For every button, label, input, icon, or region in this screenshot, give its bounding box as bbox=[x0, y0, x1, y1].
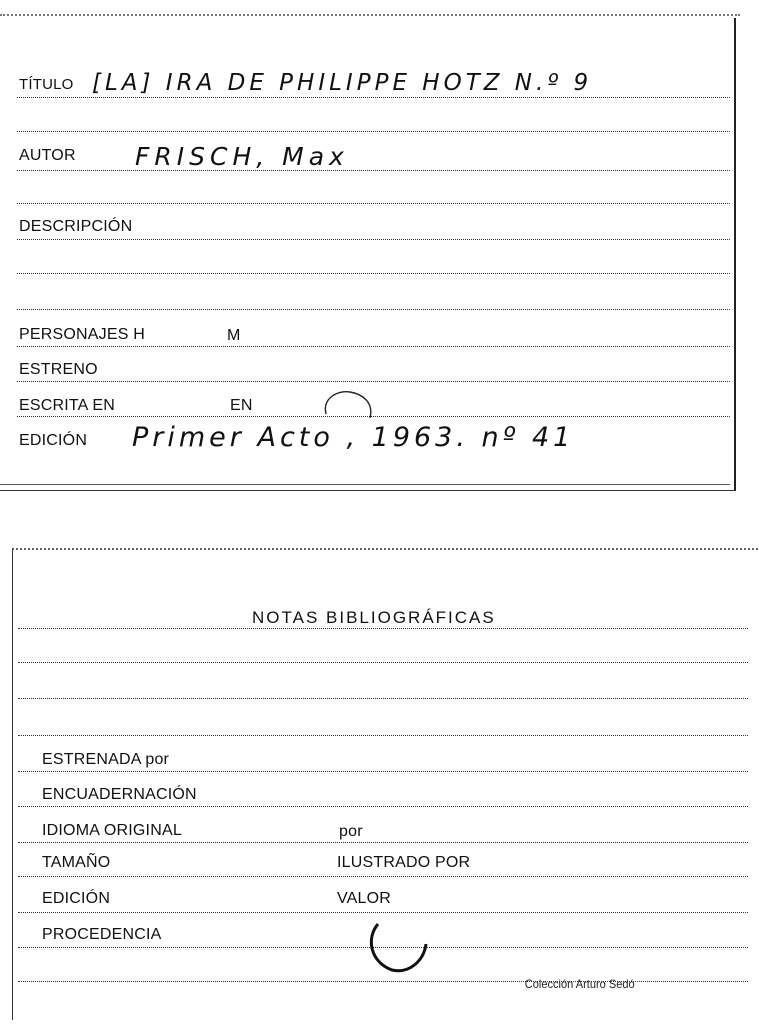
card-bottom-rule bbox=[0, 484, 730, 485]
estrenada-label: ESTRENADA por bbox=[42, 751, 170, 768]
procedencia-label: PROCEDENCIA bbox=[42, 926, 162, 943]
rule-line bbox=[18, 628, 748, 629]
card-top-edge bbox=[0, 14, 740, 16]
personajes-label: PERSONAJES H bbox=[19, 326, 145, 343]
catalog-card-back bbox=[0, 540, 759, 1028]
autor-label: AUTOR bbox=[19, 147, 76, 164]
rule-line bbox=[17, 97, 730, 98]
rule-line bbox=[17, 203, 730, 204]
coleccion-stamp: Colección Arturo Sedó bbox=[524, 977, 635, 991]
descripcion-label: DESCRIPCIÓN bbox=[19, 218, 133, 235]
rule-line bbox=[17, 381, 730, 382]
titulo-label: TÍTULO bbox=[19, 76, 74, 93]
escrita-en2-label: EN bbox=[230, 397, 253, 414]
tamano-label: TAMAÑO bbox=[42, 854, 111, 871]
rule-line bbox=[18, 698, 748, 699]
idioma-label: IDIOMA ORIGINAL bbox=[42, 822, 182, 839]
rule-line bbox=[17, 346, 730, 347]
edicion-label: EDICIÓN bbox=[19, 432, 88, 449]
autor-value: FRISCH, Max bbox=[135, 142, 349, 171]
rule-line bbox=[17, 309, 730, 310]
edicion-value: Primer Acto , 1963. nº 41 bbox=[132, 422, 575, 453]
idioma-por-label: por bbox=[339, 823, 363, 840]
valor-label: VALOR bbox=[337, 890, 392, 907]
rule-line bbox=[18, 912, 748, 913]
rule-line bbox=[17, 239, 730, 240]
catalog-card-front bbox=[0, 0, 759, 492]
ilustrado-label: ILUSTRADO POR bbox=[337, 854, 471, 871]
rule-line bbox=[18, 876, 748, 877]
personajes-m-label: M bbox=[227, 327, 241, 344]
rule-line bbox=[17, 170, 730, 171]
encuadernacion-label: ENCUADERNACIÓN bbox=[42, 786, 197, 803]
rule-line bbox=[18, 981, 748, 982]
escrita-en-label: ESCRITA EN bbox=[19, 397, 115, 414]
titulo-value: [LA] IRA DE PHILIPPE HOTZ N.º 9 bbox=[92, 70, 593, 96]
edicion-label: EDICIÓN bbox=[42, 890, 111, 907]
rule-line bbox=[18, 771, 748, 772]
punch-hole-mark bbox=[318, 384, 378, 434]
rule-line bbox=[18, 842, 748, 843]
rule-line bbox=[17, 273, 730, 274]
rule-line bbox=[18, 735, 748, 736]
rule-line bbox=[18, 662, 748, 663]
punch-hole-mark bbox=[364, 918, 434, 978]
notas-heading: NOTAS BIBLIOGRÁFICAS bbox=[252, 608, 496, 627]
rule-line bbox=[17, 131, 730, 132]
rule-line bbox=[18, 806, 748, 807]
estreno-label: ESTRENO bbox=[19, 361, 98, 378]
